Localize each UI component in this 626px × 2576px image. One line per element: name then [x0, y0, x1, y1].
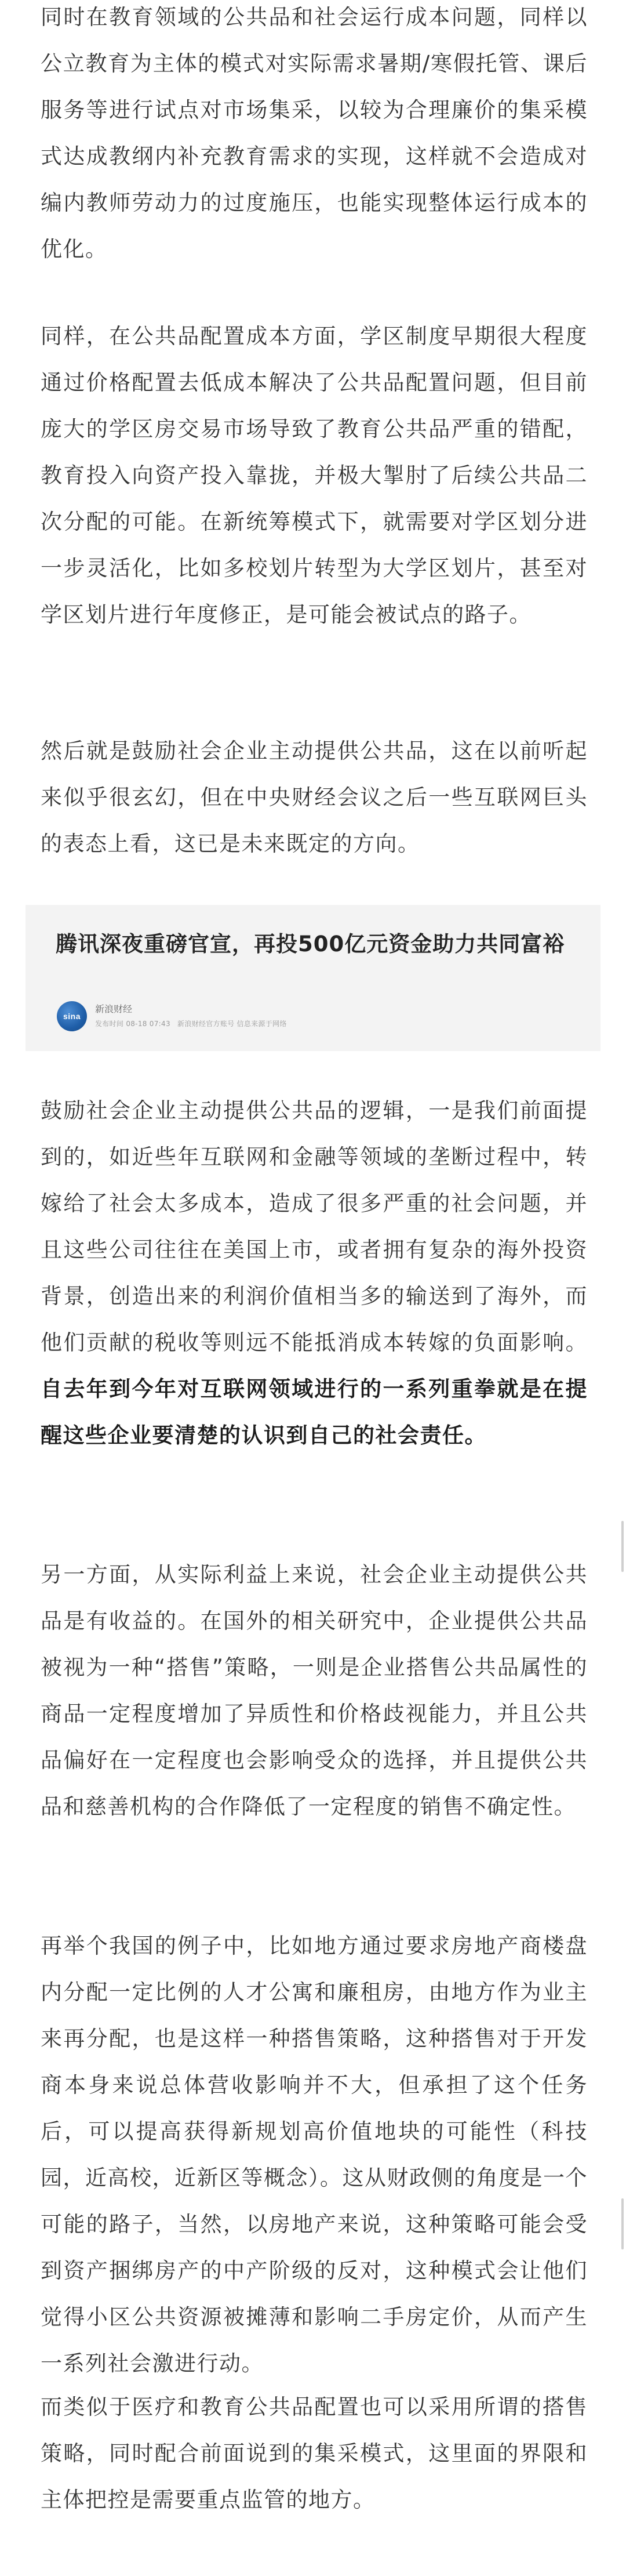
scroll-indicator[interactable] — [621, 1521, 624, 1572]
paragraph-5: 另一方面，从实际利益上来说，社会企业主动提供公共品是有收益的。在国外的相关研究中，企业提供公共品被视为一种“搭售”策略，一则是企业搭售公共品属性的商品一定程度增加了异质性和价格歧视能力，并且公共品偏好在一定程度也会影响受众的选择，并且提供公共品和慈善机构的合作降低了一定程度的销售不确定性。 — [41, 1562, 588, 1819]
linked-article-title[interactable]: 腾讯深夜重磅官宣，再投500亿元资金助力共同富裕 — [56, 932, 565, 957]
paragraph-1: 同时在教育领域的公共品和社会运行成本问题，同样以公立教育为主体的模式对实际需求暑期/寒假托管、课后服务等进行试点对市场集采，以较为合理廉价的集采模式达成教纲内补充教育需求的实现，这样就不会造成对编内教师劳动力的过度施压，也能实现整体运行成本的优化。 — [41, 5, 588, 262]
source-note: 新浪财经官方账号 信息来源于网络 — [177, 1020, 287, 1028]
paragraph-7: 而类似于医疗和教育公共品配置也可以采用所谓的搭售策略，同时配合前面说到的集采模式，这里面的界限和主体把控是需要重点监管的地方。 — [41, 2394, 588, 2512]
paragraph-4-text: 鼓励社会企业主动提供公共品的逻辑，一是我们前面提到的，如近些年互联网和金融等领域的垄断过程中，转嫁给了社会太多成本，造成了很多严重的社会问题，并且这些公司往往在美国上市，或者拥有复杂的海外投资背景，创造出来的利润价值相当多的输送到了海外，而他们贡献的税收等则远不能抵消成本转嫁的负面影响。 — [41, 1098, 588, 1355]
linked-article-meta — [57, 1000, 287, 1032]
scroll-indicator-secondary[interactable] — [621, 2198, 624, 2249]
paragraph-4-bold-text: 自去年到今年对互联网领域进行的一系列重拳就是在提醒这些企业要清楚的认识到自己的社会责任。 — [41, 1376, 588, 1448]
paragraph-6: 再举个我国的例子中，比如地方通过要求房地产商楼盘内分配一定比例的人才公寓和廉租房，由地方作为业主来再分配，也是这样一种搭售策略，这种搭售对于开发商本身来说总体营收影响并不大，但承担了这个任务后，可以提高获得新规划高价值地块的可能性（科技园，近高校，近新区等概念）。这从财政侧的角度是一个可能的路子，当然，以房地产来说，这种策略可能会受到资产捆绑房产的中产阶级的反对，这种模式会让他们觉得小区公共资源被摊薄和影响二手房定价，从而产生一系列社会激进行动。 — [41, 1933, 588, 2376]
source-name: 新浪财经 — [95, 1003, 133, 1015]
paragraph-2: 同样，在公共品配置成本方面，学区制度早期很大程度通过价格配置去低成本解决了公共品配置问题，但目前庞大的学区房交易市场导致了教育公共品严重的错配，教育投入向资产投入靠拢，并极大掣肘了后续公共品二次分配的可能。在新统筹模式下，就需要对学区划分进一步灵活化，比如多校划片转型为大学区划片，甚至对学区划片进行年度修正，是可能会被试点的路子。 — [41, 324, 588, 627]
linked-article-card[interactable] — [26, 905, 600, 1051]
paragraph-3: 然后就是鼓励社会企业主动提供公共品，这在以前听起来似乎很玄幻，但在中央财经会议之后一些互联网巨头的表态上看，这已是未来既定的方向。 — [41, 738, 588, 856]
publish-date: 发布时间 08-18 07:43 — [95, 1020, 170, 1028]
source-avatar-text: sina — [63, 1012, 81, 1021]
paragraph-4 — [0, 1088, 626, 1459]
source-avatar-icon — [57, 1001, 87, 1031]
